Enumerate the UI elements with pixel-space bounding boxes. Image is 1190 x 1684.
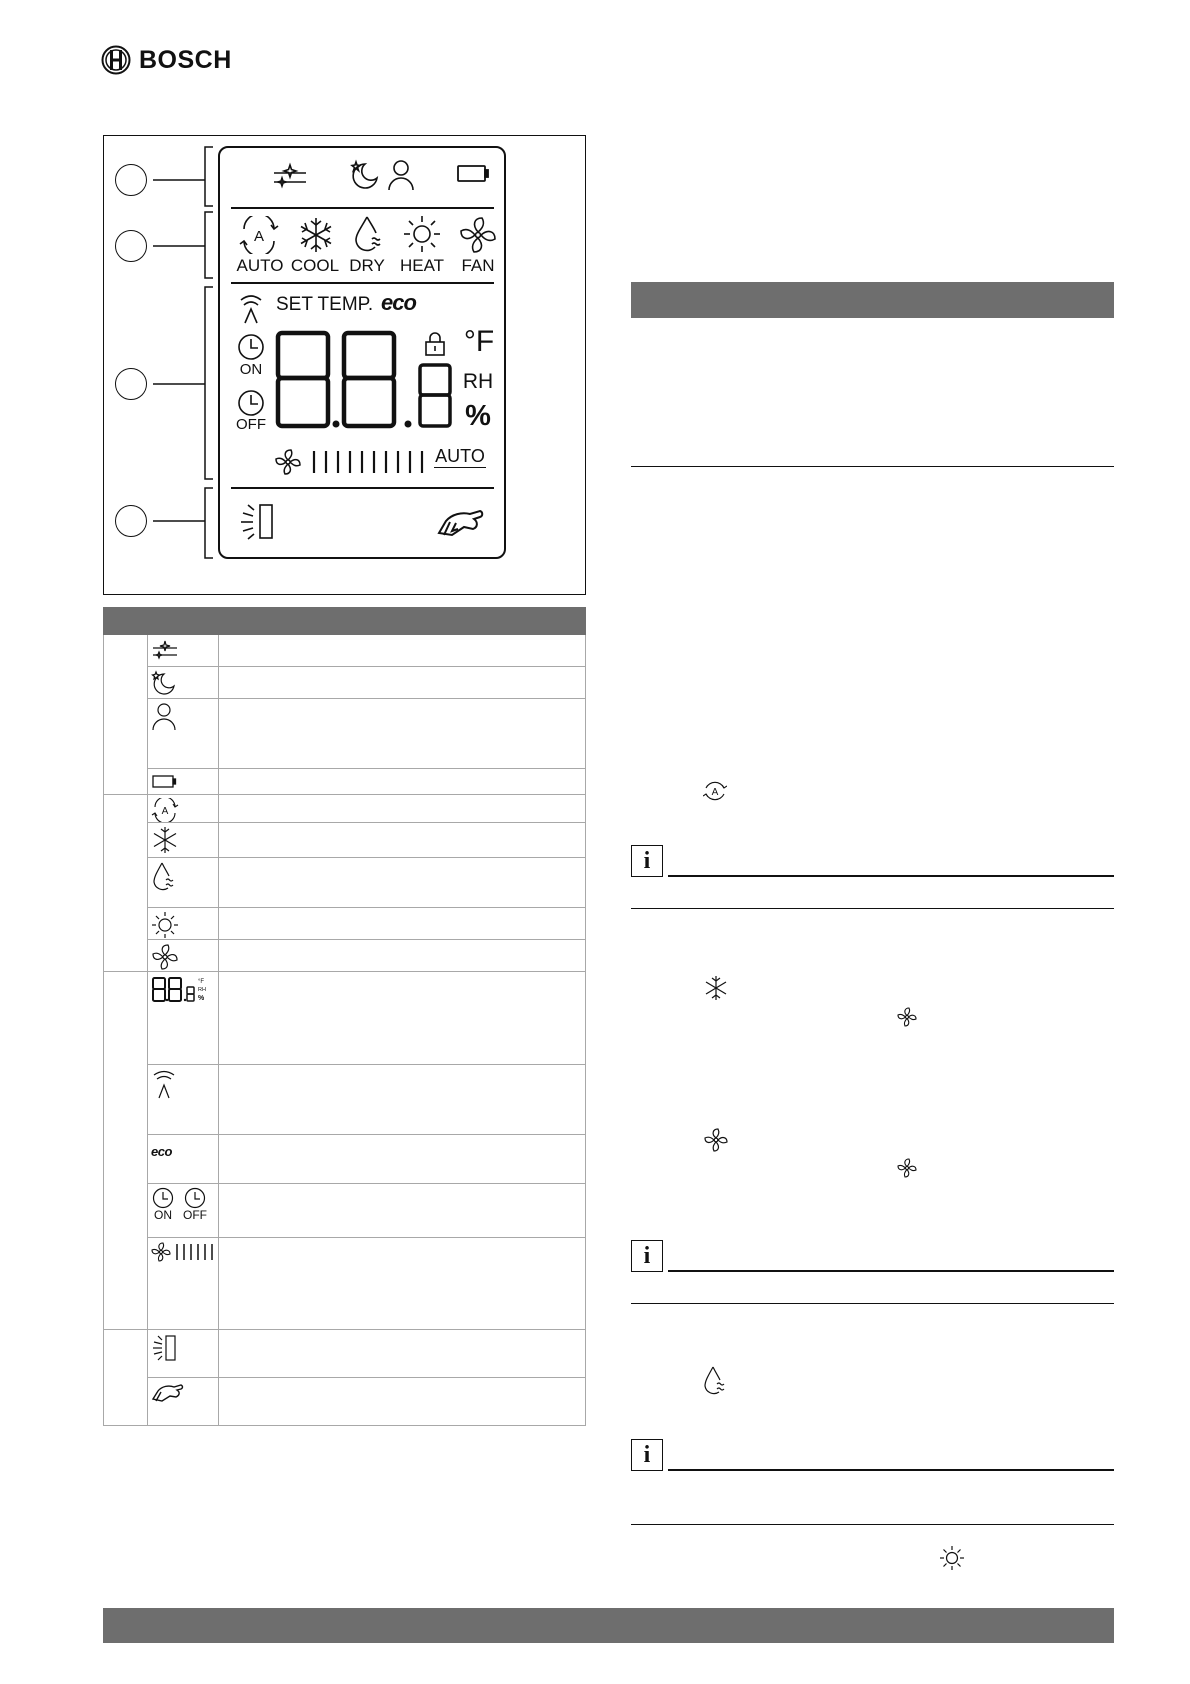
fan-icon	[151, 943, 179, 971]
signal-display-icon	[238, 500, 278, 542]
auto-mode-icon	[151, 798, 179, 822]
timer-on-label: ON	[154, 1208, 172, 1222]
info-icon: i	[631, 845, 663, 877]
table-row	[104, 635, 586, 667]
fan-speed-icon	[151, 1241, 217, 1263]
unit-rh: RH	[462, 370, 494, 393]
lock-icon	[424, 331, 446, 357]
timer-on-icon	[237, 333, 265, 361]
lcd-separator	[231, 282, 494, 284]
info-rule	[668, 1270, 1114, 1272]
rule	[631, 1524, 1114, 1525]
droplet-icon	[353, 214, 387, 254]
mode-label-auto: AUTO	[236, 256, 284, 275]
droplet-icon	[703, 1365, 729, 1397]
table-row	[104, 1378, 586, 1426]
symbol-legend-table	[103, 607, 586, 1426]
snowflake-icon	[297, 216, 335, 254]
footer-bar	[103, 1608, 1114, 1643]
fan-speed-icon	[273, 448, 303, 476]
bosch-armature-icon	[101, 45, 131, 75]
battery-icon	[456, 163, 490, 185]
table-row	[104, 1065, 586, 1135]
info-icon: i	[631, 1439, 663, 1471]
turbo-hand-icon	[436, 505, 486, 539]
sleep-moon-icon	[151, 670, 179, 696]
info-icon: i	[631, 1240, 663, 1272]
snowflake-icon	[703, 975, 729, 1001]
svg-text:%: %	[198, 995, 205, 1002]
table-row	[104, 795, 586, 823]
person-icon	[151, 702, 179, 732]
set-temp-label: SET TEMP.	[276, 294, 374, 315]
group-cell	[104, 1330, 148, 1426]
timer-on-label: ON	[239, 361, 263, 378]
table-row	[104, 858, 586, 908]
svg-text:RH: RH	[198, 987, 206, 993]
rule	[631, 908, 1114, 909]
digits-icon	[151, 975, 211, 1005]
person-icon	[386, 158, 416, 192]
timer-icon	[151, 1187, 218, 1222]
sun-icon	[939, 1545, 965, 1571]
fan-icon	[458, 215, 498, 255]
info-rule	[668, 875, 1114, 877]
table-row	[104, 1135, 586, 1184]
fan-icon	[896, 1006, 918, 1028]
sun-icon	[402, 214, 442, 254]
table-row	[104, 823, 586, 858]
rule	[631, 1303, 1114, 1304]
table-row	[104, 940, 586, 972]
snowflake-icon	[151, 826, 179, 854]
section-header-bar	[631, 282, 1114, 318]
callout-2	[115, 230, 147, 262]
lcd-separator	[231, 207, 494, 209]
table-row	[104, 972, 586, 1065]
svg-text:A: A	[253, 228, 265, 245]
fan-icon	[896, 1157, 918, 1179]
lcd-separator	[231, 487, 494, 489]
callout-4	[115, 505, 147, 537]
fan-icon	[703, 1127, 729, 1153]
svg-text:A: A	[161, 806, 169, 817]
signal-display-icon	[151, 1333, 181, 1363]
droplet-icon	[151, 861, 179, 893]
info-rule	[668, 1469, 1114, 1471]
callout-3	[115, 368, 147, 400]
signal-icon	[238, 292, 264, 324]
timer-off-icon	[183, 1187, 207, 1209]
auto-mode-icon	[703, 779, 727, 803]
timer-off-label: OFF	[183, 1208, 207, 1222]
table-header-row	[104, 608, 586, 635]
table-row	[104, 699, 586, 769]
svg-text:A: A	[711, 787, 719, 798]
unit-fahrenheit: °F	[463, 325, 495, 358]
mode-label-cool: COOL	[290, 256, 340, 275]
signal-icon	[151, 1068, 179, 1102]
sleep-moon-icon	[349, 158, 381, 192]
sun-icon	[151, 911, 179, 939]
callout-1	[115, 164, 147, 196]
turbo-hand-icon	[151, 1381, 185, 1403]
eco-label: eco	[381, 290, 416, 315]
mode-label-dry: DRY	[349, 256, 385, 275]
svg-text:°F: °F	[198, 979, 205, 985]
fan-auto-label: AUTO	[435, 446, 485, 466]
fan-speed-bars	[311, 449, 427, 475]
mode-label-fan: FAN	[461, 256, 495, 275]
group-cell	[104, 795, 148, 972]
timer-on-icon	[151, 1187, 175, 1209]
filter-sparkle-icon	[151, 638, 179, 662]
group-cell	[104, 972, 148, 1330]
table-row	[104, 1184, 586, 1238]
table-row	[104, 908, 586, 940]
rule	[631, 466, 1114, 467]
table-row	[104, 1238, 586, 1330]
mode-label-heat: HEAT	[399, 256, 445, 275]
brand-name: BOSCH	[139, 45, 232, 74]
unit-percent: %	[465, 400, 491, 432]
battery-icon	[151, 772, 179, 790]
auto-mode-icon	[238, 216, 280, 254]
eco-icon: eco	[151, 1144, 172, 1159]
timer-off-label: OFF	[236, 416, 266, 433]
table-row	[104, 769, 586, 795]
table-row	[104, 1330, 586, 1378]
bosch-logo	[101, 44, 232, 76]
table-row	[104, 667, 586, 699]
group-cell	[104, 635, 148, 795]
timer-off-icon	[237, 389, 265, 417]
filter-sparkle-icon	[272, 160, 308, 192]
